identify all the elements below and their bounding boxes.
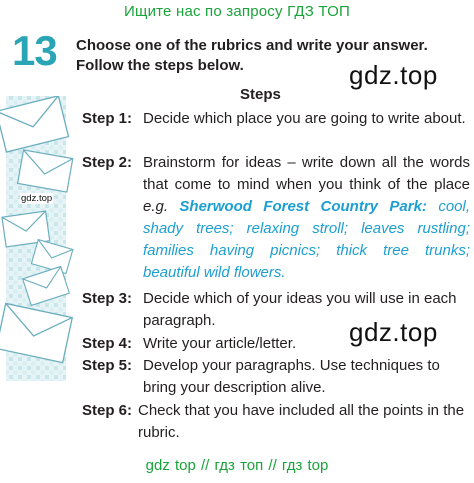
watermark: gdz.top — [349, 60, 438, 90]
example-words: cool, shady trees; relaxing stroll; leaves rustling; families having picnics; thick tree trunks; beautiful wild flowers. — [143, 198, 471, 281]
step-text-main: Brainstorm for ideas – write down all the words that come to mind when you think of the place — [143, 154, 470, 193]
instruction-line: Follow the steps below. — [76, 57, 244, 74]
step-text — [143, 152, 470, 284]
step-6 — [82, 400, 470, 444]
side-watermark: gdz.top — [21, 193, 53, 204]
exercise-number: 13 — [12, 27, 57, 74]
watermark: gdz.top — [349, 317, 438, 347]
step-label: Step 4: — [82, 335, 133, 352]
step-text: Check that you have included all the points in the rubric. — [138, 402, 465, 441]
step-text: Write your article/letter. — [143, 335, 297, 352]
step-2 — [82, 152, 470, 284]
step-text: Decide which of your ideas you will use in each paragraph. — [143, 290, 457, 329]
envelope-decoration — [0, 96, 78, 381]
step-label: Step 5: — [82, 357, 133, 374]
step-label: Step 6: — [82, 402, 133, 419]
step-5 — [82, 355, 470, 399]
step-3 — [82, 288, 470, 332]
bottom-banner: gdz top // гдз топ // гдз top — [145, 457, 329, 474]
step-4 — [82, 333, 296, 355]
top-banner: Ищите нас по запросу ГДЗ ТОП — [124, 3, 350, 20]
step-label: Step 1: — [82, 110, 133, 127]
step-label: Step 3: — [82, 290, 133, 307]
step-text: Develop your paragraphs. Use techniques to bring your description alive. — [143, 357, 440, 396]
step-label: Step 2: — [82, 154, 133, 171]
example-place-name: Sherwood Forest Country Park: — [179, 198, 427, 215]
eg-abbreviation: e.g. — [143, 198, 169, 215]
step-text: Decide which place you are going to write about. — [143, 110, 466, 127]
step-1 — [82, 108, 466, 130]
instruction-line: Choose one of the rubrics and write your answer. — [76, 37, 428, 54]
steps-heading: Steps — [240, 86, 281, 103]
